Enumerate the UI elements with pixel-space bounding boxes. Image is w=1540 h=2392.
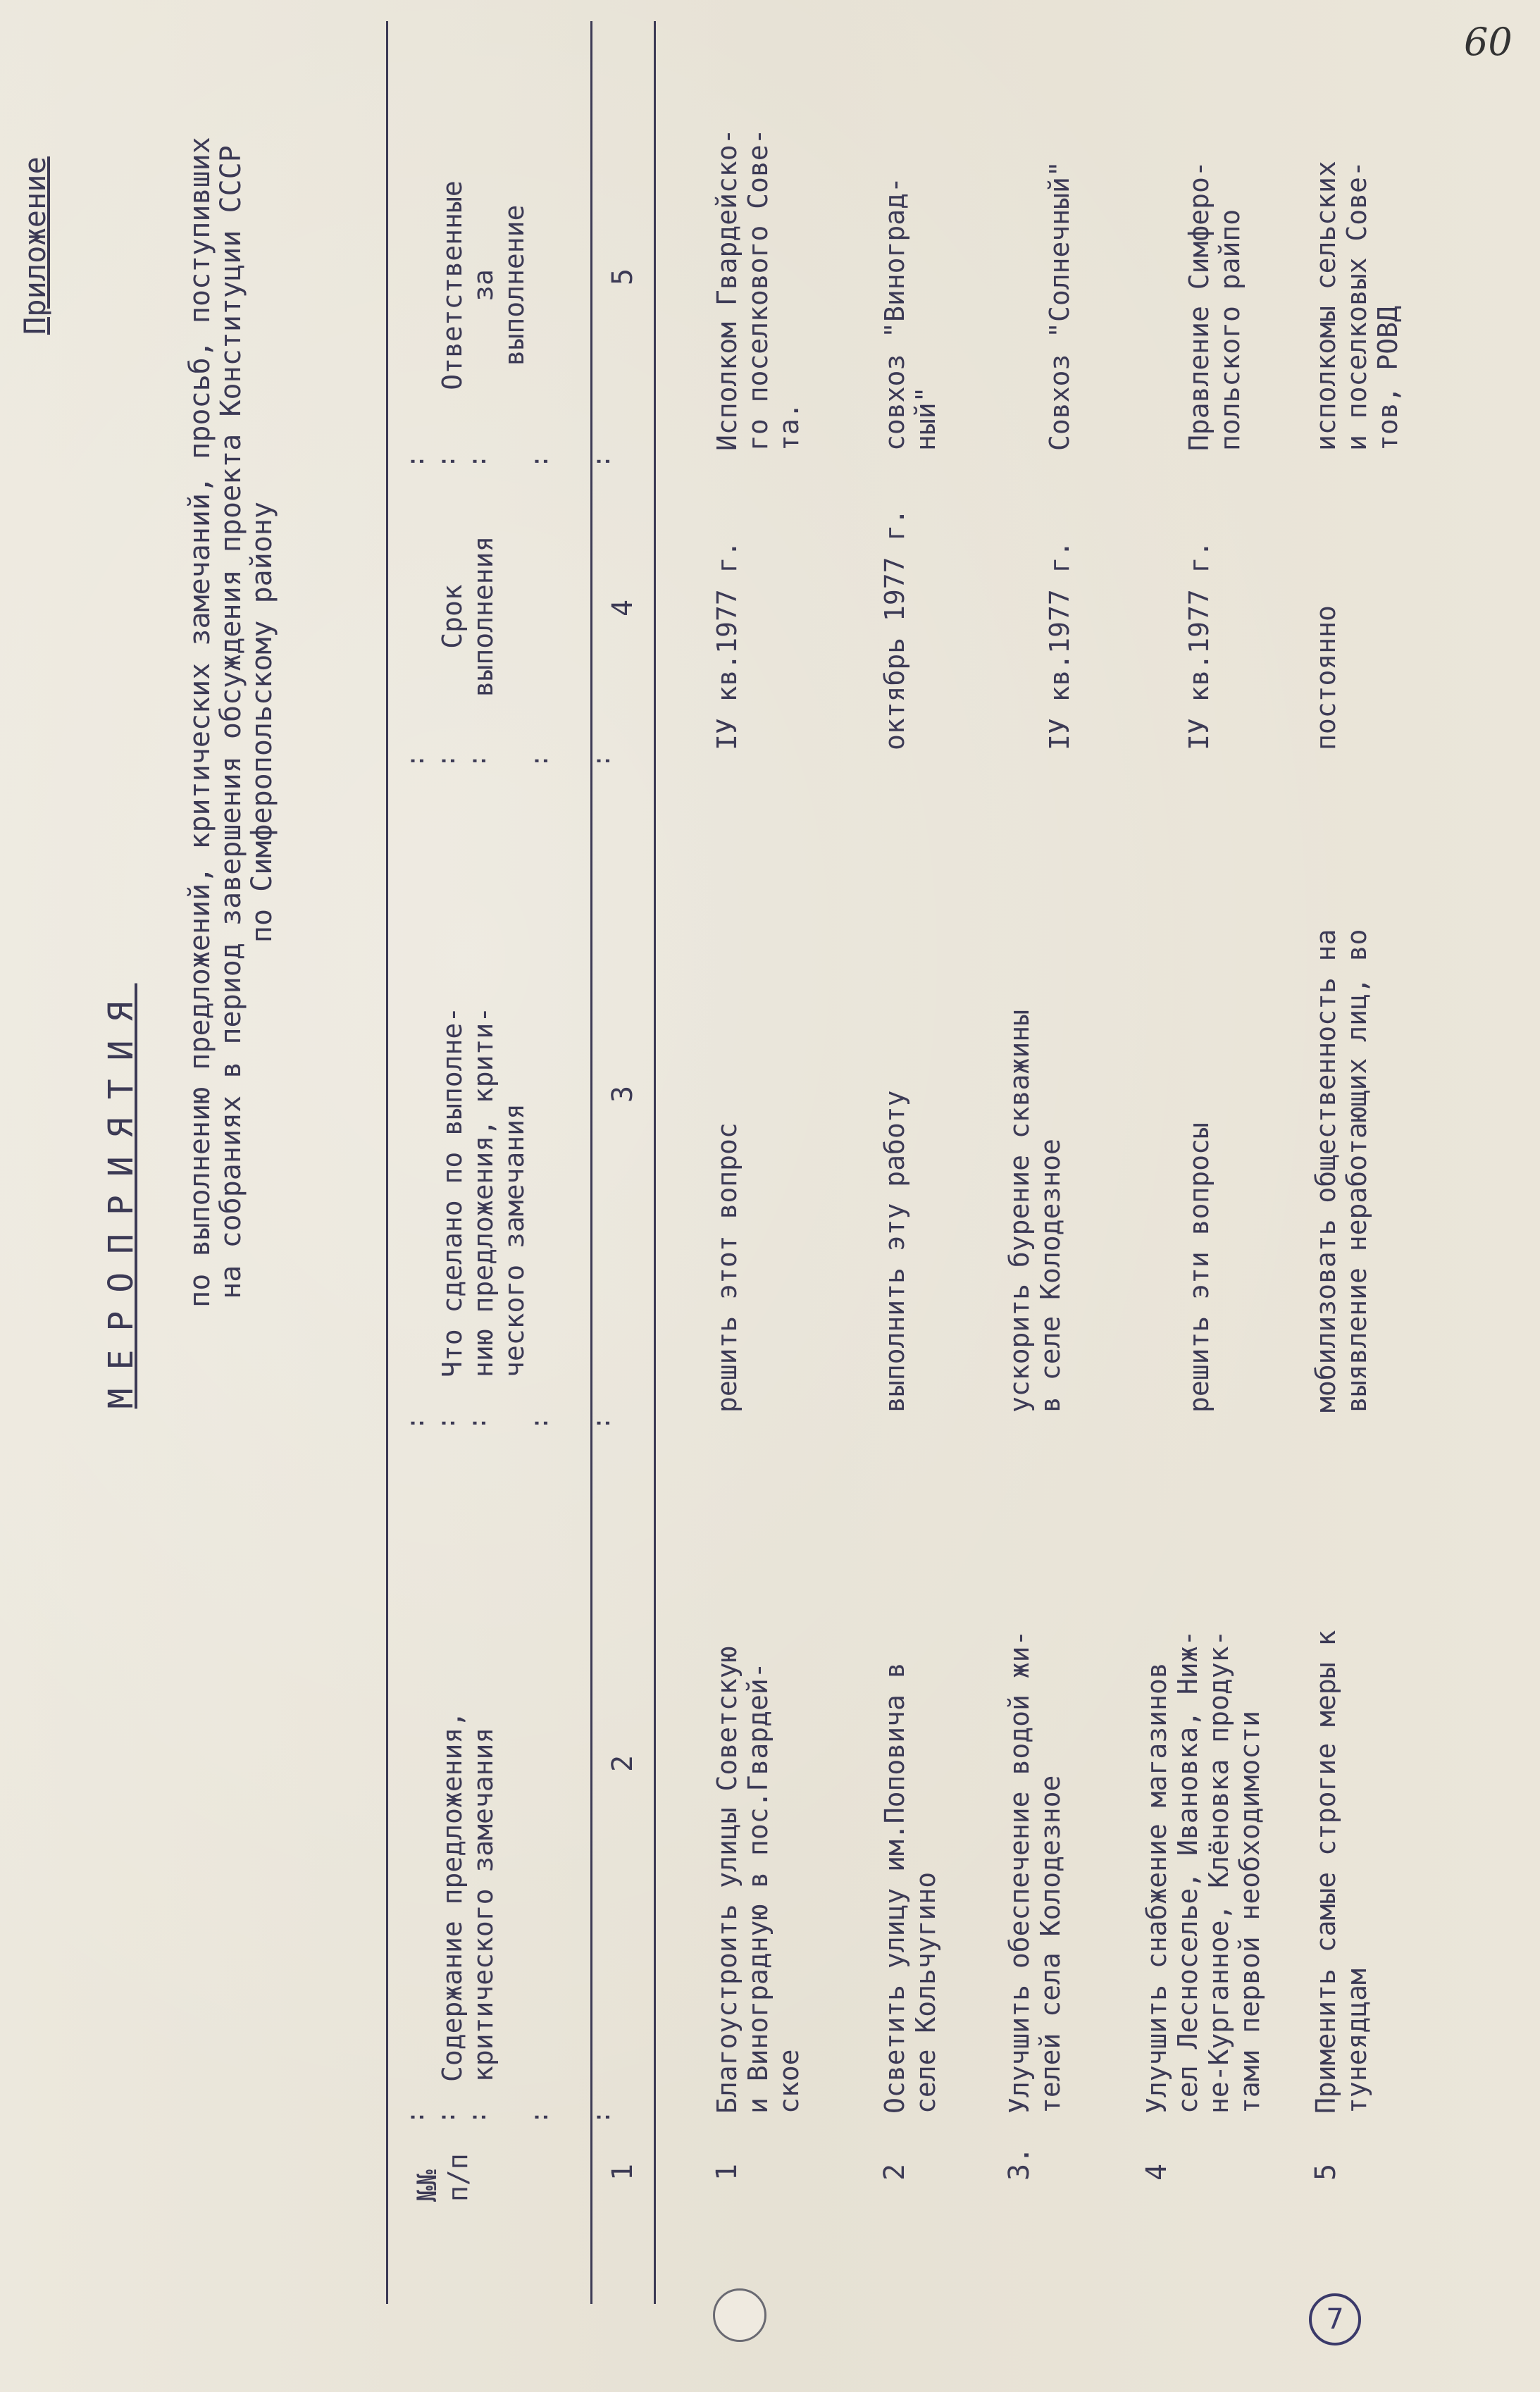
row-done: решить эти вопросы xyxy=(1184,1122,1215,1413)
document-title: МЕРОПРИЯТИЯ xyxy=(101,983,141,1409)
column-index: 3 xyxy=(607,1085,639,1103)
row-responsible: совхоз "Виноград- ный" xyxy=(879,177,941,451)
column-separator: : : : : : xyxy=(402,753,616,768)
column-separator: : : : : : xyxy=(402,2109,616,2124)
header-done: Что сделано по выполне- нию предложения, крити- ческого замечания xyxy=(437,1006,530,1377)
column-separator: : : : : : xyxy=(402,1415,616,1430)
row-term: октябрь 1977 г. xyxy=(879,508,910,750)
row-responsible: Исполком Гвардейско- го поселкового Сове- та. xyxy=(712,128,805,451)
row-done: выполнить эту работу xyxy=(879,1090,910,1413)
table-top-rule xyxy=(386,21,388,2304)
column-index: 2 xyxy=(607,1754,639,1772)
header-number: №№ п/п xyxy=(411,2153,473,2202)
page-number: 60 xyxy=(1464,20,1513,64)
subtitle-line-1: по выполнению предложений, критических замечаний, просьб, поступивших xyxy=(184,137,216,1308)
column-index: 1 xyxy=(607,2163,639,2181)
row-responsible: исполкомы сельских и поселковых Сове- тов, РОВД xyxy=(1310,161,1403,451)
row-done: решить этот вопрос xyxy=(712,1122,743,1413)
row-number: 3. xyxy=(1003,2146,1036,2181)
column-index: 5 xyxy=(607,268,639,285)
row-number: 4 xyxy=(1141,2163,1173,2181)
archive-stamp: 7 xyxy=(1309,2293,1361,2345)
row-term: IУ кв.1977 г. xyxy=(1184,540,1215,750)
subtitle-line-2: на собраниях в период завершения обсуждения проекта Конституции СССР xyxy=(215,145,247,1299)
row-done: ускорить бурение скважины в селе Колодезное xyxy=(1004,1010,1066,1413)
table-index-rule xyxy=(654,21,656,2304)
table-header-rule xyxy=(590,21,592,2304)
row-term: IУ кв.1977 г. xyxy=(1044,540,1075,750)
appendix-label: Приложение xyxy=(18,156,52,335)
row-responsible: Совхоз "Солнечный" xyxy=(1044,161,1075,451)
row-content: Осветить улицу им.Поповича в селе Кольчугино xyxy=(879,1662,941,2114)
row-responsible: Правление Симферо- польского райпо xyxy=(1184,161,1246,451)
header-content: Содержание предложения, критического замечания xyxy=(437,1711,499,2082)
row-number: 5 xyxy=(1310,2163,1342,2181)
row-number: 2 xyxy=(878,2163,911,2181)
row-content: Применить самые строгие меры к тунеядцам xyxy=(1310,1630,1372,2114)
header-term: Срок выполнения xyxy=(437,535,499,698)
column-index: 4 xyxy=(607,599,639,616)
row-done: мобилизовать общественность на выявление неработающих лиц, во xyxy=(1310,929,1372,1413)
row-term: постоянно xyxy=(1310,605,1341,750)
header-responsible: Ответственные за выполнение xyxy=(437,180,530,390)
subtitle-line-3: по Симферопольскому району xyxy=(246,501,278,943)
row-content: Улучшить обеспечение водой жи- телей села Колодезное xyxy=(1004,1630,1066,2114)
row-term: IУ кв.1977 г. xyxy=(712,540,743,750)
column-separator: : : : : : xyxy=(402,454,616,469)
row-content: Благоустроить улицы Советскую и Виноградную в пос.Гвардей- ское xyxy=(712,1646,805,2114)
row-content: Улучшить снабжение магазинов сел Лесноселье, Ивановка, Ниж- не-Курганное, Клёновка продук- тами первой необходимости xyxy=(1141,1630,1265,2114)
row-number: 1 xyxy=(711,2163,743,2181)
